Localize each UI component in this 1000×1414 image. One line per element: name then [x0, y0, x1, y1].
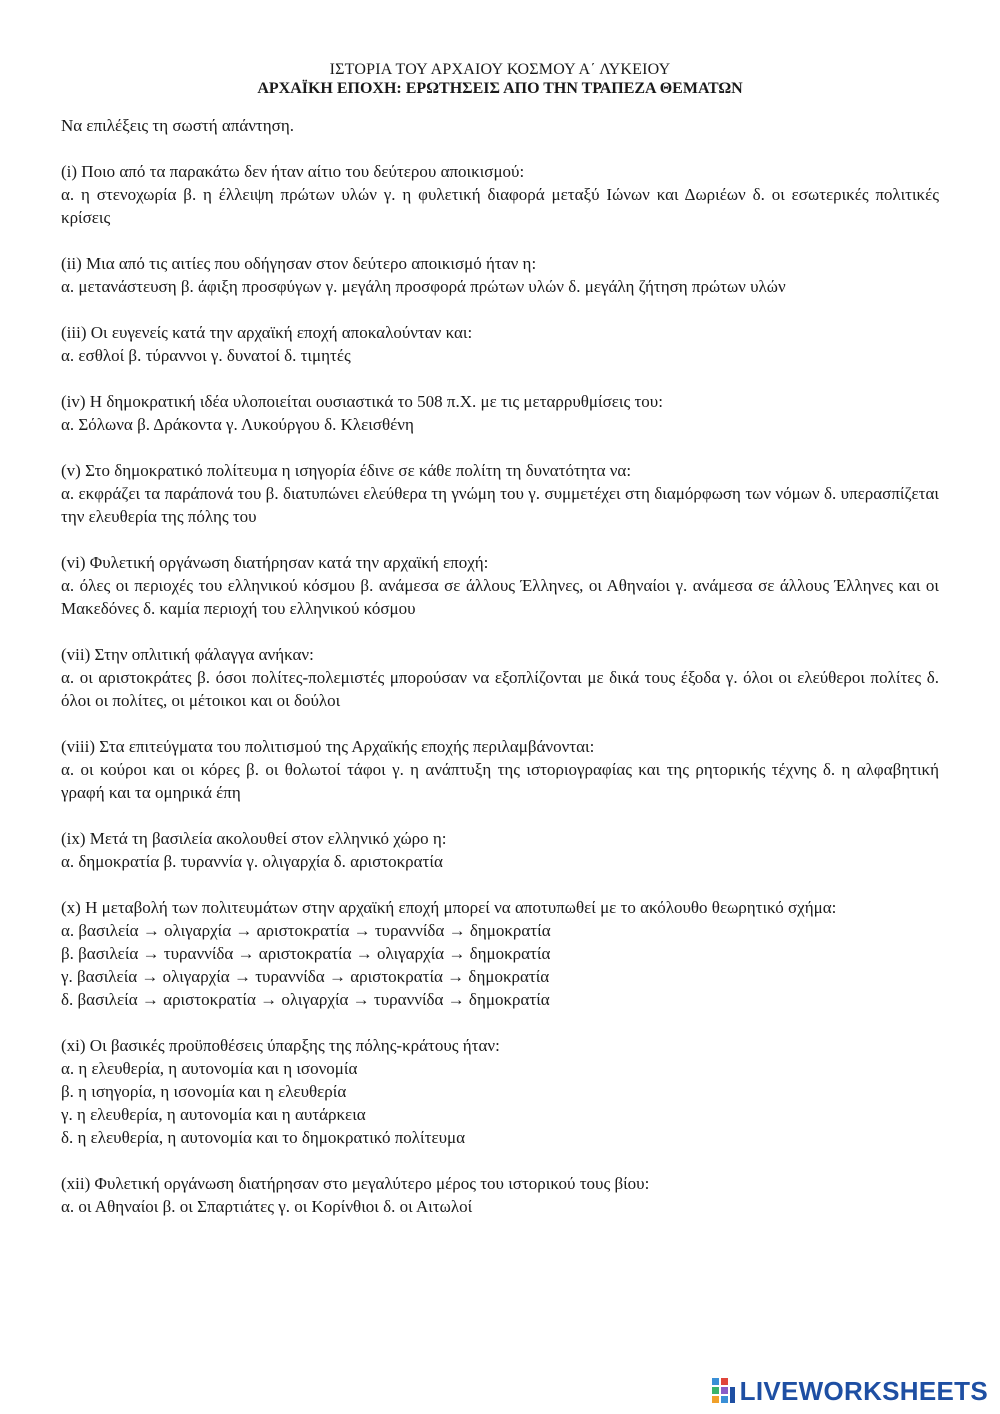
liveworksheets-watermark — [712, 1374, 988, 1408]
question-6 — [61, 551, 939, 620]
question-8 — [61, 735, 939, 804]
question-2 — [61, 252, 939, 298]
question-options: α. εκφράζει τα παράπονά του β. διατυπώνει ελεύθερα τη γνώμη του γ. συμμετέχει στη διαμόρφωση των νόμων δ. υπερασπίζεται την ελευθερία της πόλης του — [61, 484, 939, 526]
question-stem: (ix) Μετά τη βασιλεία ακολουθεί στον ελληνικό χώρο η: — [61, 829, 447, 848]
answer-option: γ. η ελευθερία, η αυτονομία και η αυτάρκεια — [61, 1105, 366, 1124]
liveworksheets-logo-text: LIVEWORKSHEETS — [739, 1376, 988, 1406]
question-options: α. η στενοχωρία β. η έλλειψη πρώτων υλών γ. η φυλετική διαφορά μεταξύ Ιώνων και Δωριέων δ. οι εσωτερικές πολιτικές κρίσεις — [61, 185, 939, 227]
question-options: α. μετανάστευση β. άφιξη προσφύγων γ. μεγάλη προσφορά πρώτων υλών δ. μεγάλη ζήτηση πρώτων υλών — [61, 277, 786, 296]
question-stem: (xii) Φυλετική οργάνωση διατήρησαν στο μεγαλύτερο μέρος του ιστορικού τους βίου: — [61, 1174, 650, 1193]
answer-option: β. η ισηγορία, η ισονομία και η ελευθερία — [61, 1082, 347, 1101]
answer-option: δ. η ελευθερία, η αυτονομία και το δημοκρατικό πολίτευμα — [61, 1128, 466, 1147]
question-3 — [61, 321, 939, 367]
answer-option: α. η ελευθερία, η αυτονομία και η ισονομία — [61, 1059, 358, 1078]
question-stem: (i) Ποιο από τα παρακάτω δεν ήταν αίτιο του δεύτερου αποικισμού: — [61, 162, 525, 181]
question-options: α. οι κούροι και οι κόρες β. οι θολωτοί τάφοι γ. η ανάπτυξη της ιστοριογραφίας και της ρητορικής τέχνης δ. η αλφαβητική γραφή και τα ομηρικά έπη — [61, 760, 939, 802]
worksheet-page — [61, 60, 939, 1241]
question-12 — [61, 1172, 939, 1218]
answer-option: α. βασιλεία → ολιγαρχία → αριστοκρατία → τυραννίδα → δημοκρατία — [61, 921, 551, 940]
question-options: α. δημοκρατία β. τυραννία γ. ολιγαρχία δ. αριστοκρατία — [61, 852, 443, 871]
question-stem: (iv) Η δημοκρατική ιδέα υλοποιείται ουσιαστικά το 508 π.Χ. με τις μεταρρυθμίσεις του: — [61, 392, 663, 411]
answer-option: β. βασιλεία → τυραννίδα → αριστοκρατία → ολιγαρχία → δημοκρατία — [61, 944, 551, 963]
question-options: α. οι αριστοκράτες β. όσοι πολίτες-πολεμιστές μπορούσαν να εξοπλίζονται με δικά τους έξοδα γ. όλοι οι ελεύθεροι πολίτες δ. όλοι οι πολίτες, οι μέτοικοι και οι δούλοι — [61, 668, 939, 710]
worksheet-header — [61, 60, 939, 98]
course-title: ΙΣΤΟΡΙΑ ΤΟΥ ΑΡΧΑΙΟΥ ΚΟΣΜΟΥ Α΄ ΛΥΚΕΙΟΥ — [329, 61, 671, 78]
worksheet-title: ΑΡΧΑΪΚΗ ΕΠΟΧΗ: ΕΡΩΤΗΣΕΙΣ ΑΠΟ ΤΗΝ ΤΡΑΠΕΖΑ ΘΕΜΑΤΩΝ — [257, 80, 743, 97]
question-7 — [61, 643, 939, 712]
question-4 — [61, 390, 939, 436]
question-stem: (viii) Στα επιτεύγματα του πολιτισμού της Αρχαϊκής εποχής περιλαμβάνονται: — [61, 737, 595, 756]
question-options: α. όλες οι περιοχές του ελληνικού κόσμου β. ανάμεσα σε άλλους Έλληνες, οι Αθηναίοι γ. ανάμεσα σε άλλους Έλληνες και οι Μακεδόνες δ. καμία περιοχή του ελληνικού κόσμου — [61, 576, 939, 618]
question-stem: (xi) Οι βασικές προϋποθέσεις ύπαρξης της πόλης-κράτους ήταν: — [61, 1036, 500, 1055]
question-stem: (ii) Μια από τις αιτίες που οδήγησαν στον δεύτερο αποικισμό ήταν η: — [61, 254, 537, 273]
answer-option: γ. βασιλεία → ολιγαρχία → τυραννίδα → αριστοκρατία → δημοκρατία — [61, 967, 550, 986]
question-1 — [61, 160, 939, 229]
question-11 — [61, 1034, 939, 1149]
question-stem: (vi) Φυλετική οργάνωση διατήρησαν κατά την αρχαϊκή εποχή: — [61, 553, 489, 572]
question-stem: (iii) Οι ευγενείς κατά την αρχαϊκή εποχή αποκαλούνταν και: — [61, 323, 473, 342]
question-options: α. οι Αθηναίοι β. οι Σπαρτιάτες γ. οι Κορίνθιοι δ. οι Αιτωλοί — [61, 1197, 473, 1216]
question-stem: (v) Στο δημοκρατικό πολίτευμα η ισηγορία έδινε σε κάθε πολίτη τη δυνατότητα να: — [61, 461, 632, 480]
question-9 — [61, 827, 939, 873]
instructions: Να επιλέξεις τη σωστή απάντηση. — [61, 116, 294, 135]
question-options: α. Σόλωνα β. Δράκοντα γ. Λυκούργου δ. Κλεισθένη — [61, 415, 414, 434]
question-10 — [61, 896, 939, 1011]
question-5 — [61, 459, 939, 528]
question-options: α. εσθλοί β. τύραννοι γ. δυνατοί δ. τιμητές — [61, 346, 351, 365]
question-stem: (vii) Στην οπλιτική φάλαγγα ανήκαν: — [61, 645, 314, 664]
answer-option: δ. βασιλεία → αριστοκρατία → ολιγαρχία → τυραννίδα → δημοκρατία — [61, 990, 550, 1009]
question-stem: (x) Η μεταβολή των πολιτευμάτων στην αρχαϊκή εποχή μπορεί να αποτυπωθεί με το ακόλουθο θεωρητικό σχήμα: — [61, 898, 837, 917]
liveworksheets-logo-icon — [712, 1378, 736, 1404]
